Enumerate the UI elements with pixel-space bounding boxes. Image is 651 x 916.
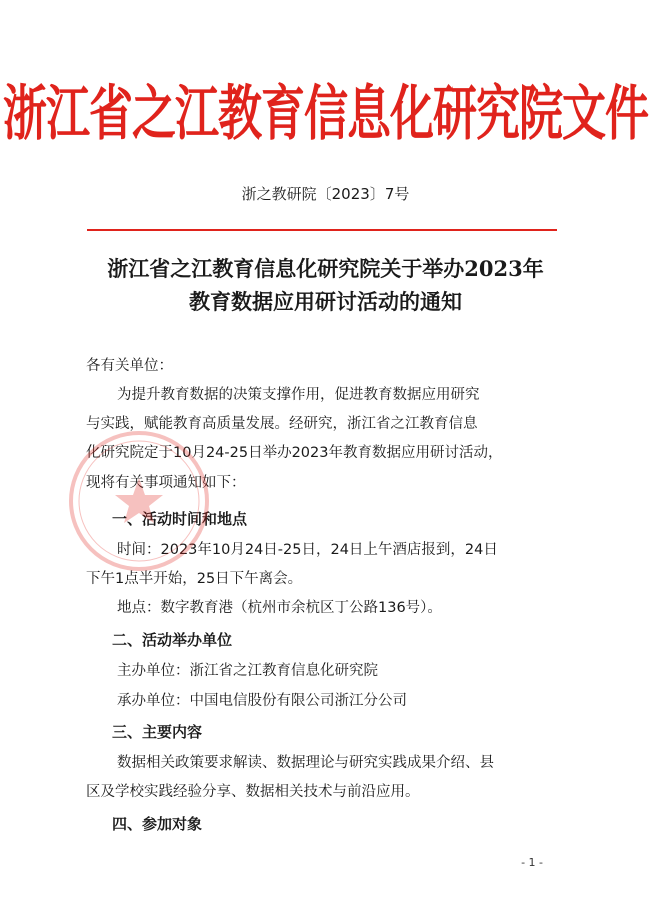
section-line: 下午1点半开始，25日下午离会。: [86, 571, 303, 587]
section-heading-participants: 四、参加对象: [112, 815, 203, 833]
intro-line: 与实践，赋能教育高质量发展。经研究，浙江省之江教育信息: [86, 416, 478, 432]
section-line: 地点：数字教育港（杭州市余杭区丁公路136号）。: [117, 600, 442, 616]
section-heading-content: 三、主要内容: [112, 723, 203, 741]
section-line: 主办单位：浙江省之江教育信息化研究院: [117, 663, 378, 679]
issuing-org-title: 浙江省之江教育信息化研究院文件: [3, 80, 648, 149]
notice-title-line-1: 浙江省之江教育信息化研究院关于举办2023年: [107, 256, 544, 281]
page-number: - 1 -: [521, 856, 543, 869]
section-line: 区及学校实践经验分享、数据相关技术与前沿应用。: [86, 784, 420, 800]
salutation: 各有关单位：: [86, 358, 173, 374]
section-heading-organizers: 二、活动举办单位: [112, 631, 233, 649]
intro-line: 为提升教育数据的决策支撑作用，促进教育数据应用研究: [117, 387, 480, 403]
document-number: 浙之教研院〔2023〕7号: [241, 185, 410, 203]
notice-title-line-2: 教育数据应用研讨活动的通知: [189, 289, 462, 314]
section-heading-time-place: 一、活动时间和地点: [112, 510, 248, 528]
section-line: 数据相关政策要求解读、数据理论与研究实践成果介绍、县: [117, 755, 494, 771]
section-line: 承办单位：中国电信股份有限公司浙江分公司: [117, 693, 407, 709]
section-line: 时间：2023年10月24日-25日，24日上午酒店报到，24日: [117, 542, 498, 558]
intro-line: 化研究院定于10月24-25日举办2023年教育数据应用研讨活动，: [86, 445, 503, 461]
red-divider-rule: [87, 229, 557, 231]
intro-line: 现将有关事项通知如下：: [86, 475, 246, 491]
